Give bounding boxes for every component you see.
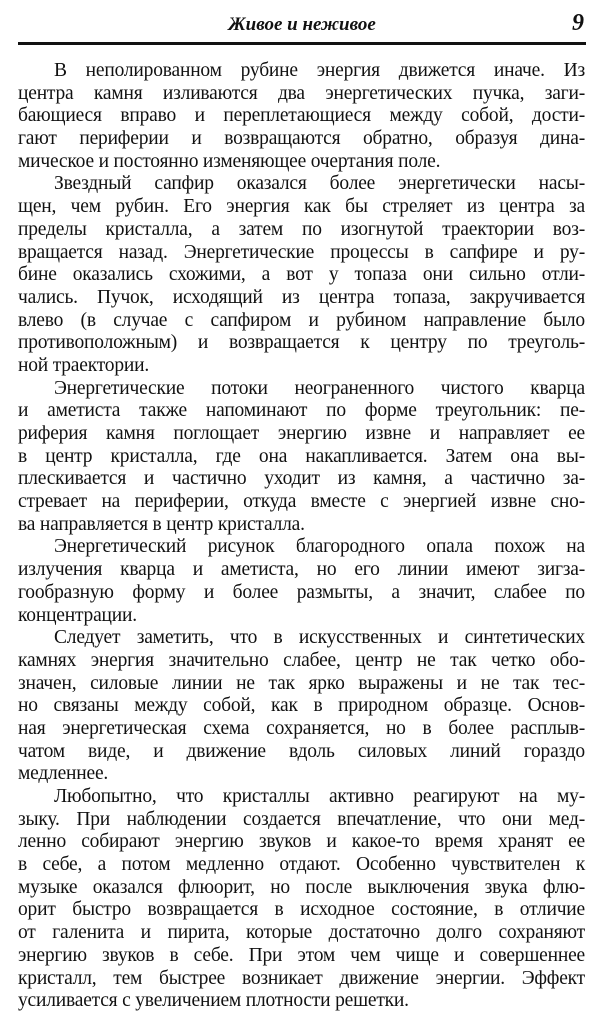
text-line: зыку. При наблюдении создается впечатление, что они мед- [18,808,585,830]
text-line: Любопытно, что кристаллы активно реагируют на му- [54,786,585,807]
text-line: музыке оказался флюорит, но после выключения звука флю- [18,876,585,898]
text-line: мическое и постоянно изменяющее очертания поле. [18,150,441,172]
text-line: усиливается с увеличением плотности решетки. [18,990,409,1012]
text-line: бине оказались схожими, а вот у топаза они сильно отли- [18,264,585,286]
page-number: 9 [572,10,584,36]
text-line: значен, силовые линии не так ярко выражены и не так тес- [18,672,585,694]
text-line: излучения кварца и аметиста, но его линии имеют зигза- [18,559,585,581]
text-line: чались. Пучок, исходящий из центра топаза, закручивается [18,286,585,308]
text-line: кристалл, тем быстрее возникает движение энергии. Эффект [18,967,585,989]
text-line: риферия камня поглощает энергию извне и направляет ее [18,423,585,444]
text-line: бающиеся вправо и переплетающиеся между собой, дости- [18,105,585,127]
paragraph [18,173,585,377]
text-line: чатом виде, и движение вдоль силовых линий гораздо [18,740,585,762]
text-line: В неполированном рубине энергия движется иначе. Из [54,60,585,81]
paragraph [18,60,585,173]
paragraph [18,536,585,627]
text-line: и аметиста также напоминают по форме треугольник: пе- [18,400,585,422]
text-line: энергию звуков в себе. При этом чем чище и совершеннее [18,944,585,966]
text-line: Энергетический рисунок благородного опала похож на [54,536,585,558]
text-line: Энергетические потоки неограненного чистого кварца [54,377,585,399]
paragraph [18,627,585,786]
text-line: в себе, а потом медленно отдают. Особенно чувствителен к [18,854,585,876]
text-line: плескивается и частично уходит из камня, а частично за- [18,468,585,490]
text-line: Звездный сапфир оказался более энергетически насы- [54,173,585,195]
text-line: камнях энергия значительно слабее, центр не так четко обо- [18,649,585,671]
text-line: от галенита и пирита, которые достаточно долго сохраняют [18,922,585,944]
text-line: ва направляется в центр кристалла. [18,513,305,535]
text-line: медленнее. [18,763,109,785]
text-line: но связаны между собой, как в природном образце. Основ- [18,695,585,717]
text-line: стревает на периферии, откуда вместе с энергией извне сно- [18,491,585,513]
paragraph [18,378,585,537]
running-header [18,8,586,45]
text-line: гают периферии и возвращаются обратно, образуя дина- [18,128,585,150]
text-line: щен, чем рубин. Его энергия как бы стреляет из центра за [18,196,585,218]
text-line: орит быстро возвращается в исходное состояние, в отличие [18,899,585,921]
text-line: Следует заметить, что в искусственных и синтетических [54,627,585,649]
text-line: ная энергетическая схема сохраняется, но в более расплыв- [18,717,585,739]
text-line: концентрации. [18,604,137,626]
text-line: ной траектории. [18,354,150,376]
running-title: Живое и неживое [228,14,376,35]
text-line: в центр кристалла, где она накапливается. Затем она вы- [18,445,585,467]
text-line: противоположным) и возвращается к центру по треуголь- [18,332,585,354]
text-line: вращается назад. Энергетические процессы в сапфире и ру- [18,241,585,263]
text-line: пределы кристалла, а затем по изогнутой траектории воз- [18,218,585,240]
text-line: влево (в случае с сапфиром и рубином направление было [18,309,585,331]
text-line: ленно собирают энергию звуков и какое-то время хранят ее [18,831,585,853]
paragraph [18,786,585,1013]
text-line: гообразную форму и более размыты, а значит, слабее по [18,581,585,603]
text-line: центра камня изливаются два энергетических пучка, заги- [18,82,585,104]
page-body [18,60,585,1013]
